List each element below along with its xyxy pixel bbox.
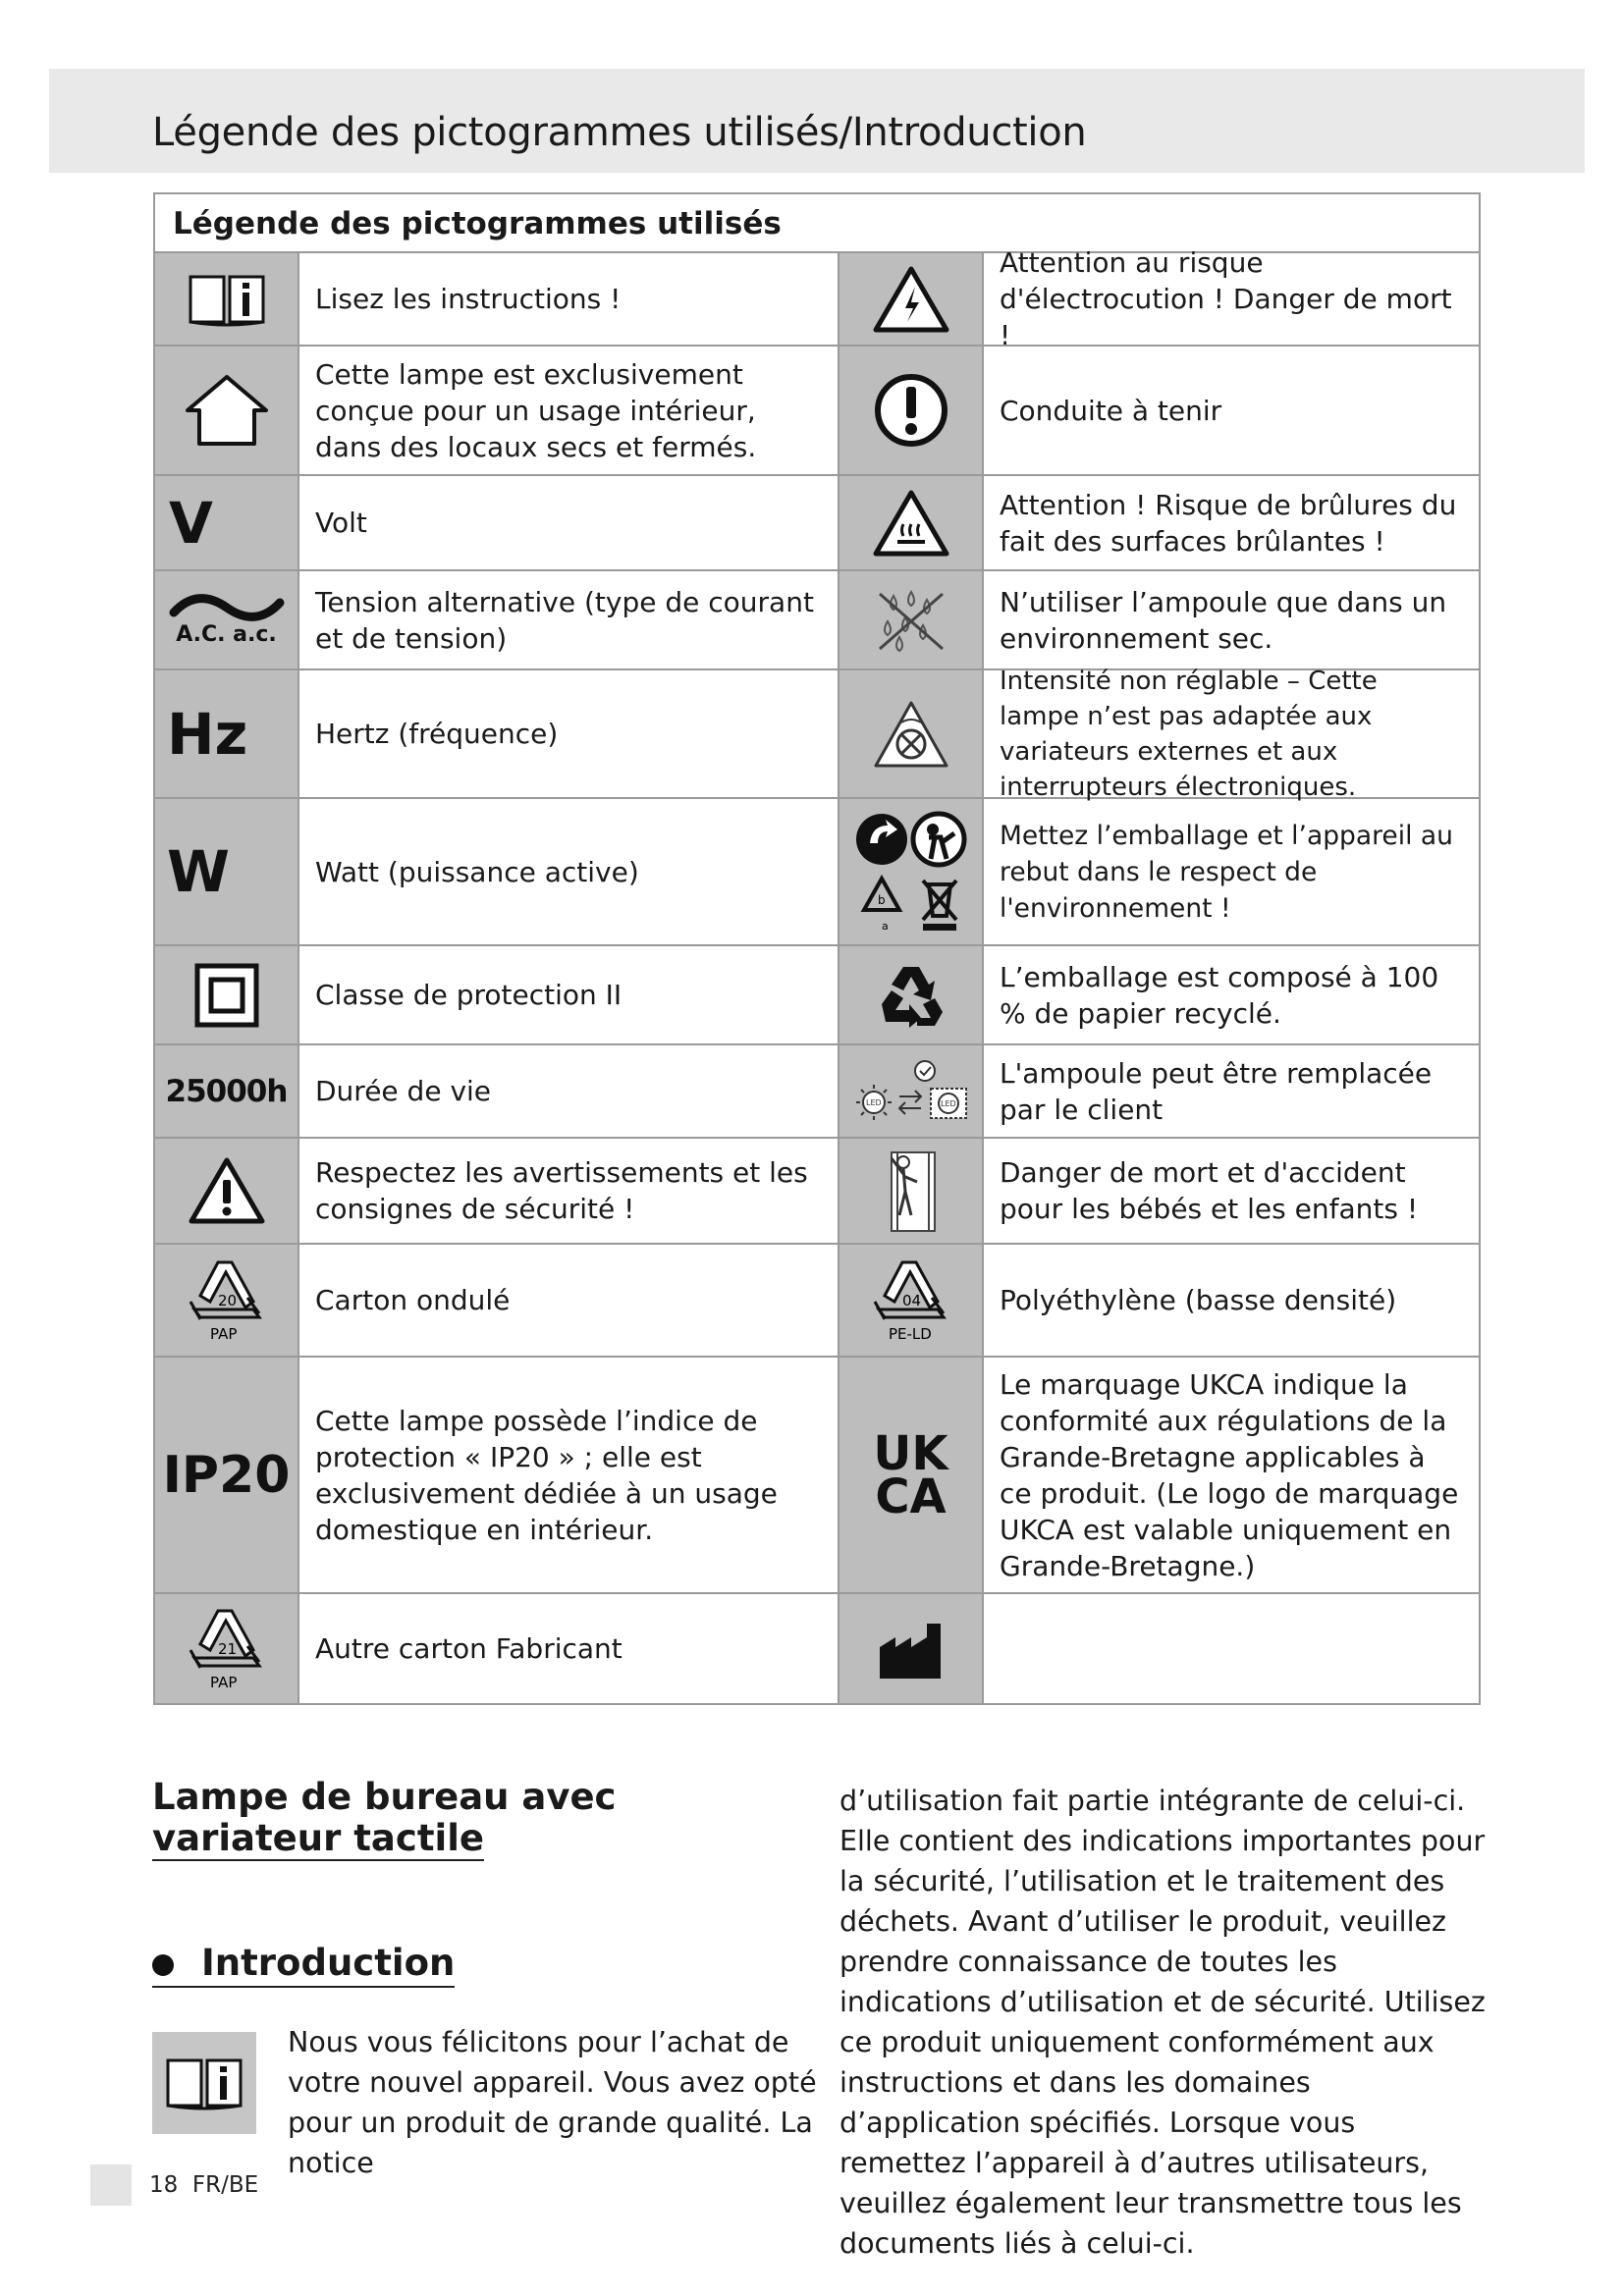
exclamation-circle-icon	[839, 347, 984, 474]
legend-text: Watt (puissance active)	[299, 799, 839, 944]
legend-text: Polyéthylène (basse densité)	[1000, 1284, 1397, 1316]
svg-text:LED: LED	[865, 1097, 882, 1107]
legend-caption: Légende des pictogrammes utilisés	[155, 194, 1479, 253]
svg-text:PAP: PAP	[209, 1673, 237, 1691]
legend-text: Classe de protection II	[299, 946, 839, 1043]
pap21-recycle-icon	[155, 1594, 299, 1703]
replaceable-bulb-icon	[839, 1045, 984, 1137]
child-danger-icon	[839, 1139, 984, 1243]
indoor-house-icon	[155, 347, 299, 474]
pe-ld-recycle-icon	[839, 1245, 984, 1356]
legend-row	[155, 1594, 1479, 1703]
alternating-current-icon: A.C. a.c.	[155, 571, 299, 668]
svg-text:20: 20	[217, 1291, 237, 1309]
legend-text: L'ampoule peut être remplacée par le client	[1000, 1056, 1433, 1126]
legend-row	[155, 1139, 1479, 1245]
legend-text: L’emballage est composé à 100 % de papier recyclé.	[1000, 960, 1439, 1030]
legend-text: Volt	[299, 476, 839, 569]
hertz-icon: Hz	[155, 670, 299, 797]
legend-text: Le marquage UKCA indique la conformité aux régulations de la Grande-Bretagne applicables à ce produit. (Le logo de marquage UKCA est valable uniquement en Grande-Bretagne.)	[1000, 1367, 1459, 1582]
introduction-heading	[152, 1942, 455, 1988]
manufacturer-icon	[839, 1594, 984, 1703]
legend-text: Durée de vie	[299, 1045, 839, 1137]
legend-row	[155, 1358, 1479, 1594]
introduction-text-left: Nous vous félicitons pour l’achat de votre nouvel appareil. Vous avez opté pour un produit de grande qualité. La notice	[288, 2026, 817, 2179]
recycling-icon	[839, 946, 984, 1043]
legend-text: Mettez l’emballage et l’appareil au rebut dans le respect de l'environnement !	[1000, 820, 1453, 924]
legend-row	[155, 799, 1479, 946]
legend-text: Respectez les avertissements et les consignes de sécurité !	[299, 1139, 839, 1243]
read-instructions-icon	[155, 253, 299, 345]
legend-row	[155, 1245, 1479, 1358]
svg-text:PAP: PAP	[209, 1324, 237, 1343]
legend-row	[155, 246, 1479, 351]
ip20-icon: IP20	[155, 1358, 299, 1592]
volt-icon: V	[155, 476, 299, 569]
legend-row	[155, 476, 1479, 571]
legend-text: Tension alternative (type de courant et de tension)	[299, 571, 839, 668]
disposal-icons	[839, 799, 984, 944]
svg-text:b: b	[877, 893, 886, 907]
legend-row	[155, 347, 1479, 476]
watt-icon: W	[155, 799, 299, 944]
legend-text: Attention ! Risque de brûlures du fait des surfaces brûlantes !	[1000, 488, 1457, 558]
legend-row	[155, 666, 1479, 802]
legend-text: Danger de mort et d'accident pour les bébés et les enfants !	[1000, 1156, 1419, 1225]
lifetime-icon: 25000h	[155, 1045, 299, 1137]
legend-row	[155, 1045, 1479, 1139]
legend-text: Carton ondulé	[299, 1245, 839, 1356]
page-title: Légende des pictogrammes utilisés/Introduction	[152, 110, 1087, 155]
legend-text: N’utiliser l’ampoule que dans un environnement sec.	[1000, 585, 1447, 655]
pap20-recycle-icon	[155, 1245, 299, 1356]
svg-text:LED: LED	[940, 1098, 956, 1108]
legend-text: Lisez les instructions !	[299, 253, 839, 345]
legend-text: Intensité non réglable – Cette lampe n’est pas adaptée aux variateurs externes et aux interrupteurs électroniques.	[1000, 666, 1378, 802]
legend-row	[155, 571, 1479, 670]
legend-text: Hertz (fréquence)	[299, 670, 839, 797]
not-dimmable-icon	[839, 670, 984, 797]
bullet-icon	[152, 1954, 174, 1976]
legend-text: Autre carton Fabricant	[299, 1594, 839, 1703]
ukca-icon: UK CA	[839, 1358, 984, 1592]
read-instructions-icon	[152, 2032, 256, 2134]
legend-text: Attention au risque d'électrocution ! Danger de mort !	[1000, 246, 1452, 351]
legend-row	[155, 946, 1479, 1045]
legend-text: Conduite à tenir	[1000, 394, 1222, 427]
page-footer	[149, 2172, 258, 2198]
svg-text:21: 21	[217, 1639, 237, 1658]
product-title	[152, 1777, 617, 1861]
legend-text	[984, 1594, 1478, 1703]
hot-surface-warning-icon	[839, 476, 984, 569]
locale: FR/BE	[191, 2172, 259, 2198]
legend-text: Cette lampe est exclusivement conçue pour un usage intérieur, dans des locaux secs et fermés.	[299, 347, 839, 474]
dry-environment-icon	[839, 571, 984, 668]
product-title-line1: Lampe de bureau avec	[152, 1776, 617, 1818]
legend-table	[153, 192, 1481, 1705]
legend-text: Cette lampe possède l’indice de protection « IP20 » ; elle est exclusivement dédiée à un usage domestique en intérieur.	[299, 1358, 839, 1592]
protection-class-ii-icon	[155, 946, 299, 1043]
svg-text:a: a	[881, 920, 889, 933]
footer-marker	[90, 2164, 132, 2206]
electric-shock-warning-icon	[839, 253, 984, 345]
svg-text:PE-LD: PE-LD	[888, 1324, 932, 1343]
warning-triangle-icon	[155, 1139, 299, 1243]
introduction-heading-text: Introduction	[201, 1942, 456, 1984]
svg-text:04: 04	[901, 1291, 921, 1309]
page-number: 18	[149, 2172, 179, 2198]
product-title-line2: variateur tactile	[152, 1817, 484, 1859]
introduction-text-right: d’utilisation fait partie intégrante de celui-ci. Elle contient des indications importantes pour la sécurité, l’utilisation et le traitement des déchets. Avant d’utiliser le produit, veuillez prendre connaissance de toutes les indications d’utilisation et de sécurité. Utilisez ce produit uniquement conformément aux instructions et dans les domaines d’application spécifiés. Lorsque vous remettez l’appareil à d’autres utilisateurs, veuillez également leur transmettre tous les documents liés à celui-ci.	[839, 1785, 1486, 2260]
